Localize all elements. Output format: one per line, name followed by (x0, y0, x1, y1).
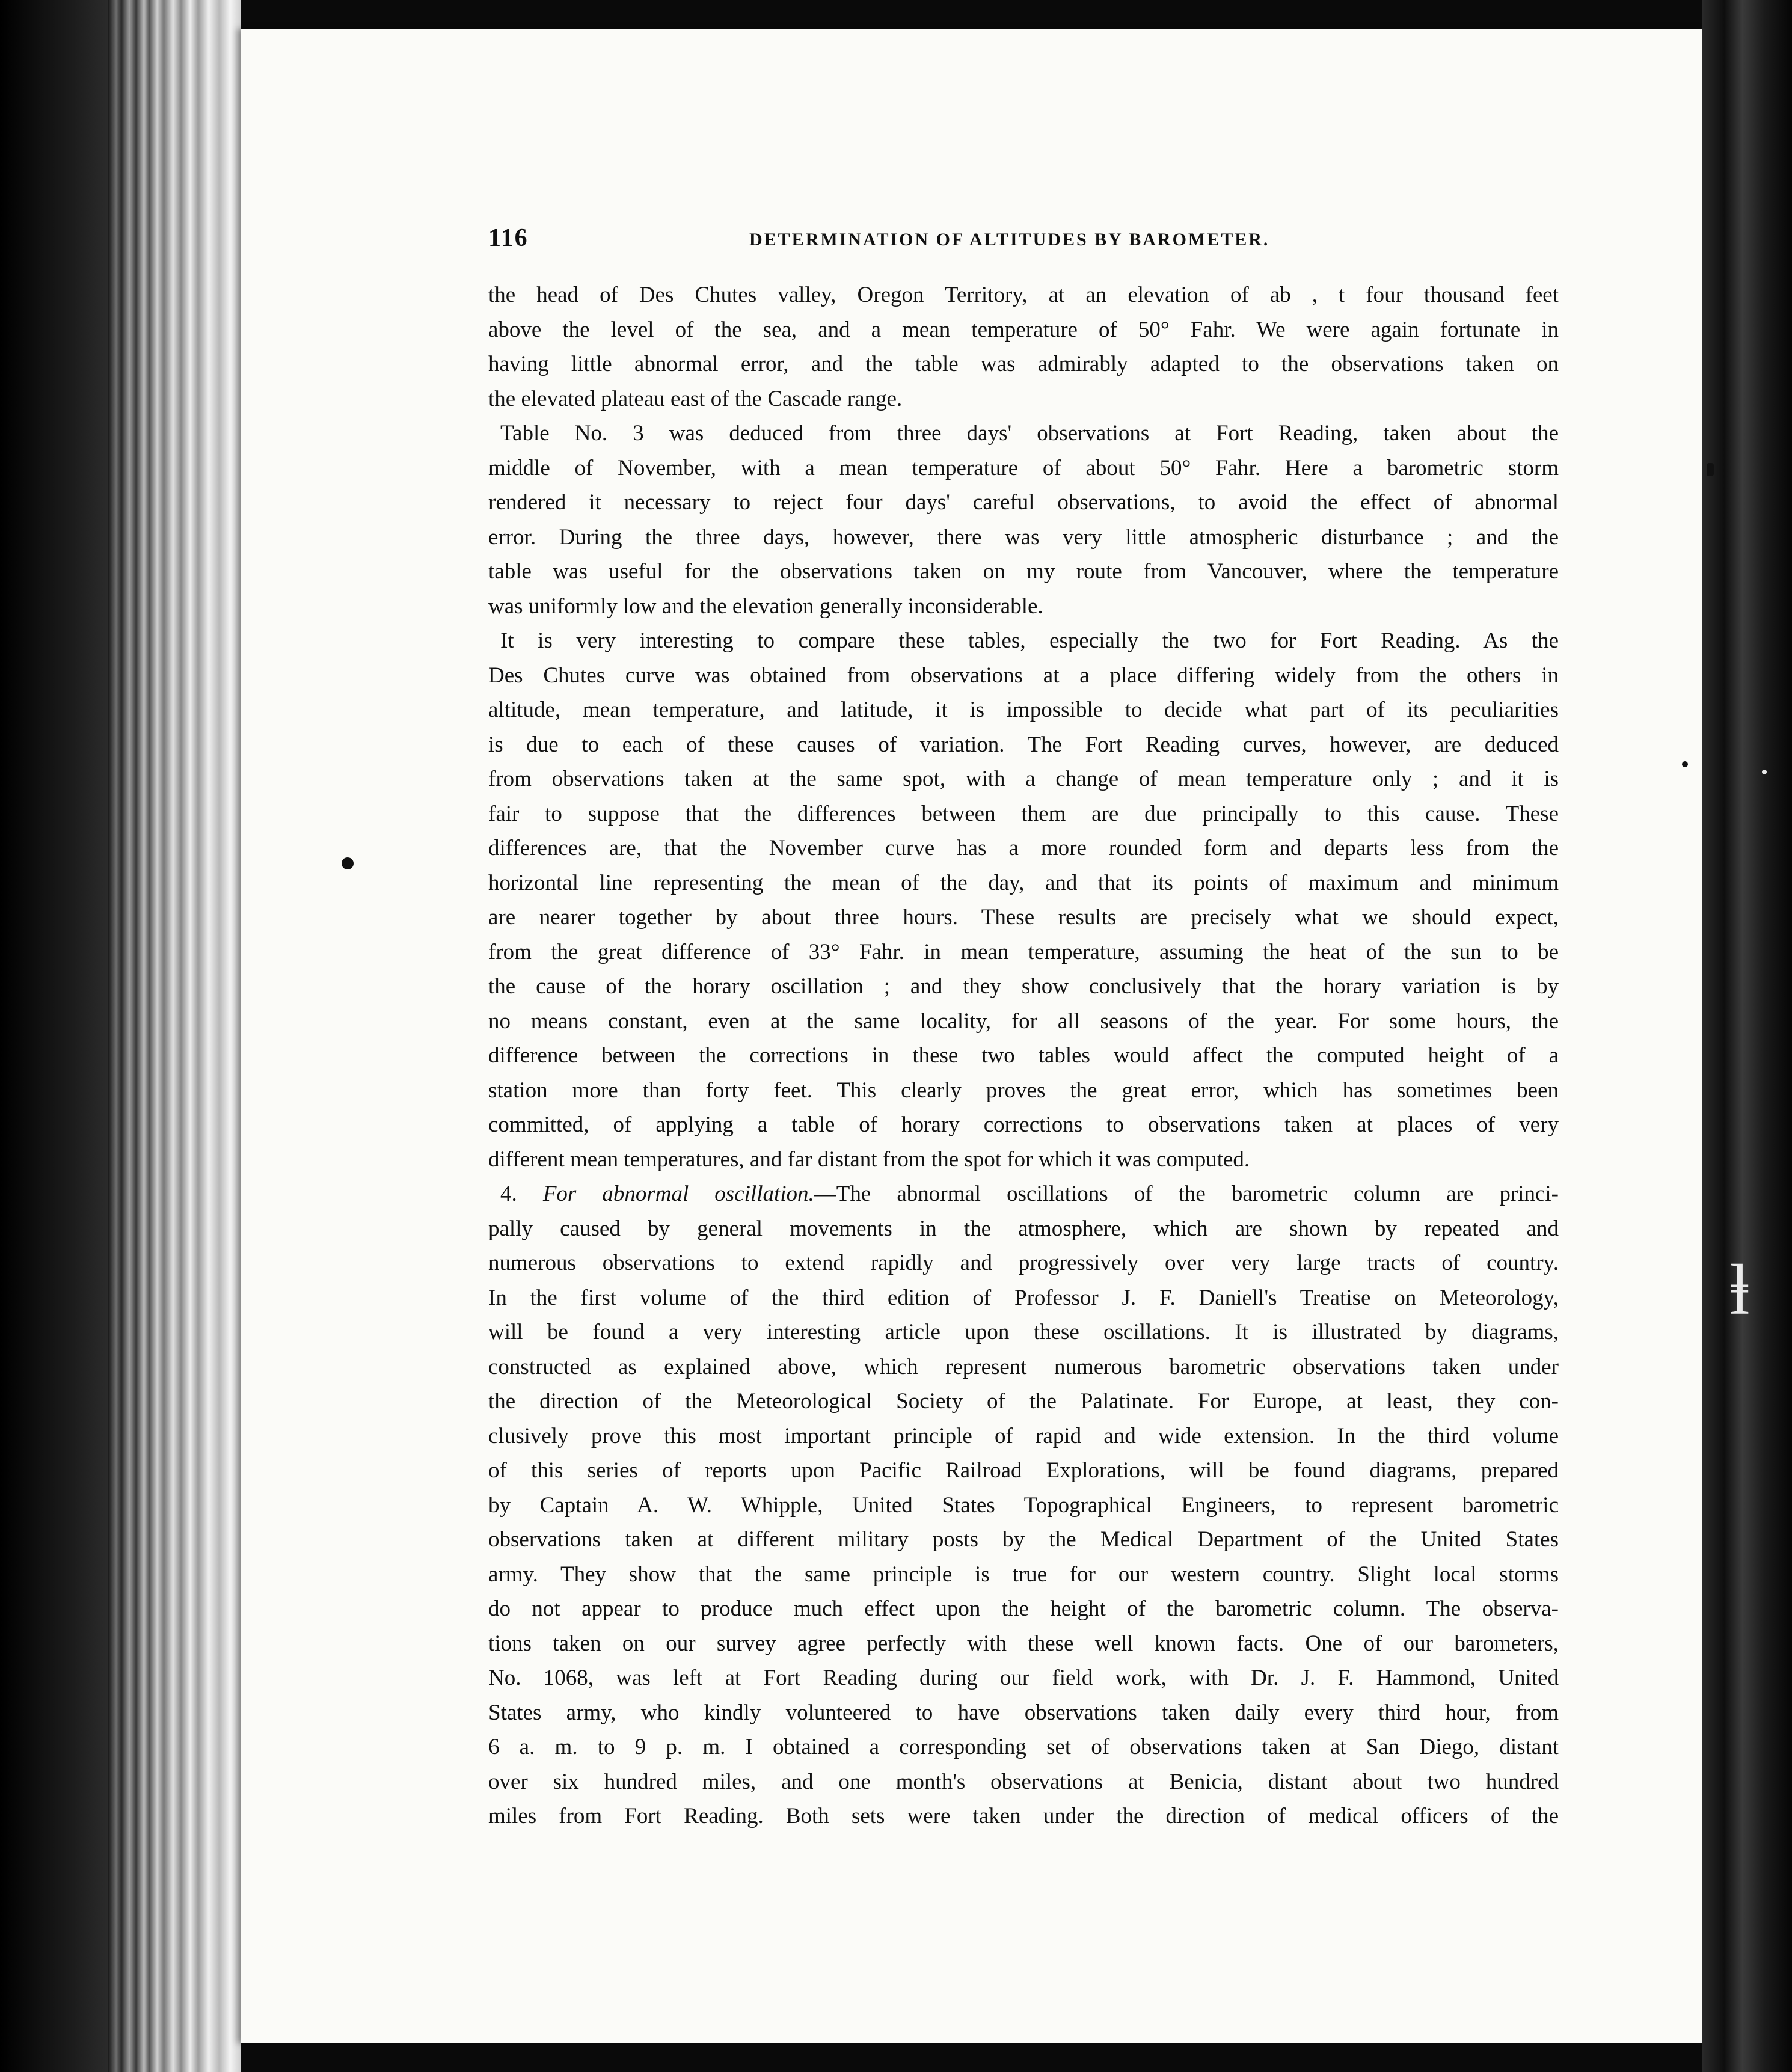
text-line: numerous observations to extend rapidly and progressively over very large tracts of country. (488, 1251, 1559, 1275)
ink-speck (1707, 463, 1714, 476)
text-line: having little abnormal error, and the table was admirably adapted to the observations taken on (488, 352, 1559, 376)
text-line: table was useful for the observations taken on my route from Vancouver, where the temperature (488, 559, 1559, 584)
dust-speck (1762, 770, 1767, 774)
text-line: different mean temperatures, and far distant from the spot for which it was computed. (488, 1147, 1250, 1172)
text-line: the elevated plateau east of the Cascade range. (488, 386, 903, 411)
text-line: difference between the corrections in these two tables would affect the computed height of a (488, 1043, 1559, 1068)
page-number: 116 (488, 224, 529, 252)
text-line: by Captain A. W. Whipple, United States Topographical Engineers, to represent barometric (488, 1492, 1559, 1518)
text-line: fair to suppose that the differences between them are due principally to this cause. These (488, 801, 1559, 826)
text-line: constructed as explained above, which represent numerous barometric observations taken under (488, 1354, 1559, 1379)
text-line: do not appear to produce much effect upon the height of the barometric column. The observa- (488, 1596, 1559, 1621)
text-line: rendered it necessary to reject four days' careful observations, to avoid the effect of abnormal (488, 490, 1559, 515)
section-first-line-text: —The abnormal oscillations of the barometric column are princi- (814, 1182, 1559, 1206)
text-line: above the level of the sea, and a mean temperature of 50° Fahr. We were again fortunate in (488, 317, 1559, 342)
body-text (488, 278, 1559, 1834)
text-line: horizontal line representing the mean of the day, and that its points of maximum and minimum (488, 870, 1559, 895)
ink-speck (342, 857, 354, 869)
text-line: It is very interesting to compare these tables, especially the two for Fort Reading. As the (500, 628, 1559, 653)
text-line: middle of November, with a mean temperature of about 50° Fahr. Here a barometric storm (488, 455, 1559, 480)
text-line: station more than forty feet. This clearly proves the great error, which has sometimes been (488, 1077, 1559, 1103)
running-head-title: DETERMINATION OF ALTITUDES BY BAROMETER. (749, 230, 1270, 250)
section-number: 4. (500, 1182, 517, 1206)
right-edge-ornament: ⱡ (1729, 1249, 1750, 1329)
running-head (488, 224, 1571, 260)
text-line: tions taken on our survey agree perfectly with these well known facts. One of our barometers, (488, 1631, 1559, 1656)
text-line: from the great difference of 33° Fahr. in mean temperature, assuming the heat of the sun to be (488, 939, 1559, 964)
section-heading-italic: For abnormal oscillation. (542, 1182, 814, 1206)
text-line: the direction of the Meteorological Society of the Palatinate. For Europe, at least, they con- (488, 1389, 1559, 1414)
text-line: from observations taken at the same spot, with a change of mean temperature only ; and it is (488, 767, 1559, 791)
text-line: Table No. 3 was deduced from three days' observations at Fort Reading, taken about the (500, 421, 1559, 446)
right-page-edge (1702, 0, 1792, 2072)
text-line: of this series of reports upon Pacific Railroad Explorations, will be found diagrams, prepared (488, 1458, 1559, 1483)
text-line: altitude, mean temperature, and latitude, it is impossible to decide what part of its peculiarities (488, 697, 1559, 722)
text-line: is due to each of these causes of variation. The Fort Reading curves, however, are deduced (488, 732, 1559, 757)
text-line: 6 a. m. to 9 p. m. I obtained a corresponding set of observations taken at San Diego, distant (488, 1735, 1559, 1759)
text-line: the head of Des Chutes valley, Oregon Territory, at an elevation of ab , t four thousand feet (488, 283, 1559, 307)
section-4-first-line (488, 1177, 1559, 1212)
text-line: error. During the three days, however, there was very little atmospheric disturbance ; and the (488, 524, 1559, 550)
text-line: differences are, that the November curve has a more rounded form and departs less from the (488, 836, 1559, 860)
text-line: over six hundred miles, and one month's observations at Benicia, distant about two hundred (488, 1769, 1559, 1794)
text-line: will be found a very interesting article upon these oscillations. It is illustrated by diagrams, (488, 1320, 1559, 1344)
book-spine-shadow (0, 0, 108, 2072)
text-line: committed, of applying a table of horary corrections to observations taken at places of very (488, 1112, 1559, 1137)
text-line: are nearer together by about three hours. These results are precisely what we should expect, (488, 905, 1559, 930)
text-line: the cause of the horary oscillation ; and they show conclusively that the horary variation is by (488, 974, 1559, 999)
text-line: States army, who kindly volunteered to have observations taken daily every third hour, from (488, 1700, 1559, 1725)
text-line: army. They show that the same principle is true for our western country. Slight local storms (488, 1562, 1559, 1587)
ink-speck (1682, 761, 1688, 767)
text-line: Des Chutes curve was obtained from observations at a place differing widely from the others in (488, 663, 1559, 688)
text-line: No. 1068, was left at Fort Reading during our field work, with Dr. J. F. Hammond, United (488, 1666, 1559, 1690)
stacked-page-edges (108, 0, 241, 2072)
text-line: clusively prove this most important principle of rapid and wide extension. In the third volume (488, 1423, 1559, 1448)
text-line: no means constant, even at the same locality, for all seasons of the year. For some hours, the (488, 1008, 1559, 1034)
text-line: was uniformly low and the elevation generally inconsiderable. (488, 593, 1043, 619)
text-line: In the first volume of the third edition of Professor J. F. Daniell's Treatise on Meteorology, (488, 1285, 1559, 1310)
text-line: observations taken at different military posts by the Medical Department of the United States (488, 1527, 1559, 1552)
text-line: pally caused by general movements in the atmosphere, which are shown by repeated and (488, 1216, 1559, 1241)
text-line: miles from Fort Reading. Both sets were taken under the direction of medical officers of the (488, 1804, 1559, 1828)
